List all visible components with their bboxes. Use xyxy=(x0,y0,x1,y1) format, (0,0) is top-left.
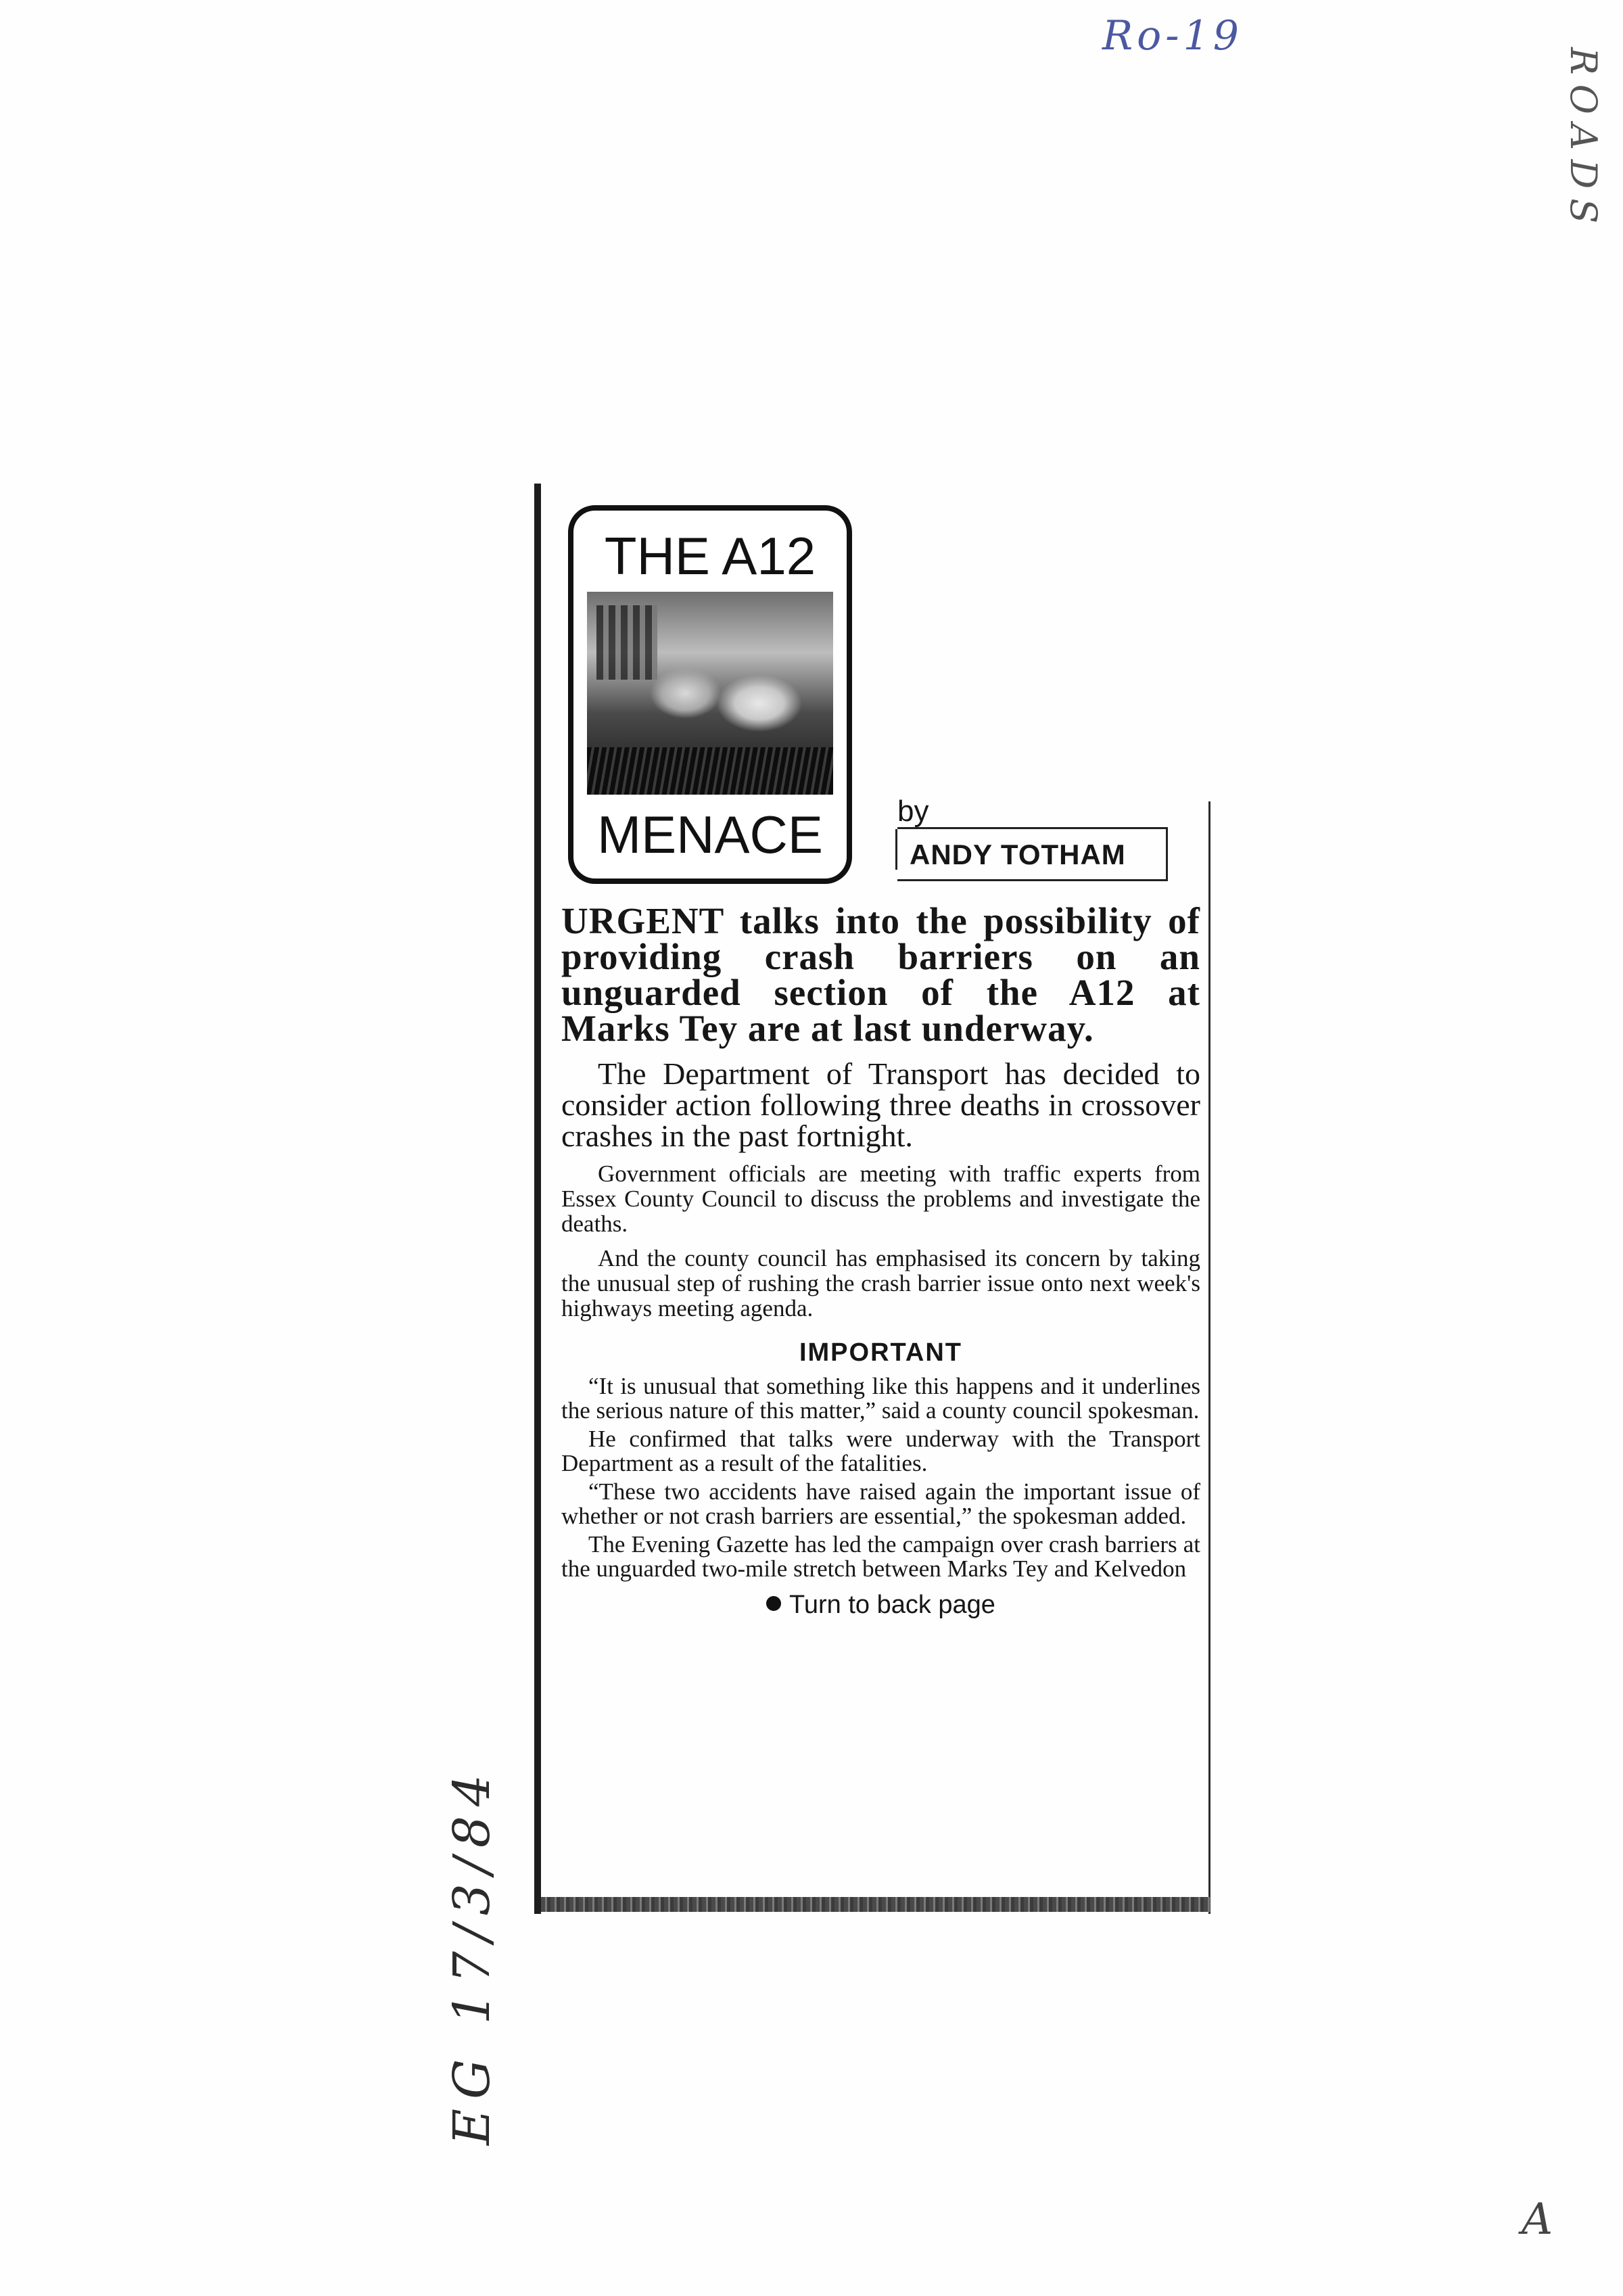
article-subhead: IMPORTANT xyxy=(799,1338,963,1367)
article-lead: URGENT talks into the possibility of providing crash barriers on an unguarded section of the A12 at Marks Tey are at last underway. xyxy=(561,900,1200,1049)
continuation-text: Turn to back page xyxy=(789,1591,995,1619)
article-paragraph: “It is unusual that something like this happens and it underlines the serious nature of this matter,” said a county council spokesman. xyxy=(561,1373,1200,1424)
article-paragraph: And the county council has emphasised its concern by taking the unusual step of rushing the crash barrier issue onto next week's highways meeting agenda. xyxy=(561,1245,1200,1321)
byline-by: by xyxy=(897,795,929,828)
bottom-rule xyxy=(541,1897,1210,1912)
byline-author: ANDY TOTHAM xyxy=(910,839,1126,870)
handwritten-reference-code: Ro-19 xyxy=(1102,12,1243,60)
article-paragraph: The Department of Transport has decided to consider action following three deaths in crossover crashes in the past fortnight. xyxy=(561,1056,1200,1153)
article-paragraph: Government officials are meeting with traffic experts from Essex County Council to discuss the problems and investigate the deaths. xyxy=(561,1161,1200,1237)
handwritten-date: EG 17/3/84 xyxy=(443,1765,501,2145)
article-paragraph: He confirmed that talks were underway with the Transport Department as a result of the fatalities. xyxy=(561,1426,1200,1476)
left-column-rule xyxy=(534,484,541,1914)
newspaper-clipping xyxy=(534,484,1210,1914)
crash-photo xyxy=(587,592,833,795)
handwritten-side-note: ROADS xyxy=(1562,47,1605,233)
logo-title-top: THE A12 xyxy=(604,526,816,586)
article-body xyxy=(561,900,1200,1620)
right-column-rule xyxy=(1208,801,1210,1914)
a12-menace-logo xyxy=(568,505,852,884)
continuation-note xyxy=(561,1591,1200,1620)
article-paragraph: “These two accidents have raised again the important issue of whether or not crash barriers are essential,” the spokesman added. xyxy=(561,1478,1200,1529)
bullet-icon xyxy=(766,1596,781,1611)
byline-box xyxy=(897,827,1168,881)
handwritten-corner-mark: A xyxy=(1522,2195,1553,2245)
byline xyxy=(876,795,1200,883)
article-paragraph: The Evening Gazette has led the campaign over crash barriers at the unguarded two-mile stretch between Marks Tey and Kelvedon xyxy=(561,1531,1200,1582)
logo-title-bottom: MENACE xyxy=(597,805,823,864)
